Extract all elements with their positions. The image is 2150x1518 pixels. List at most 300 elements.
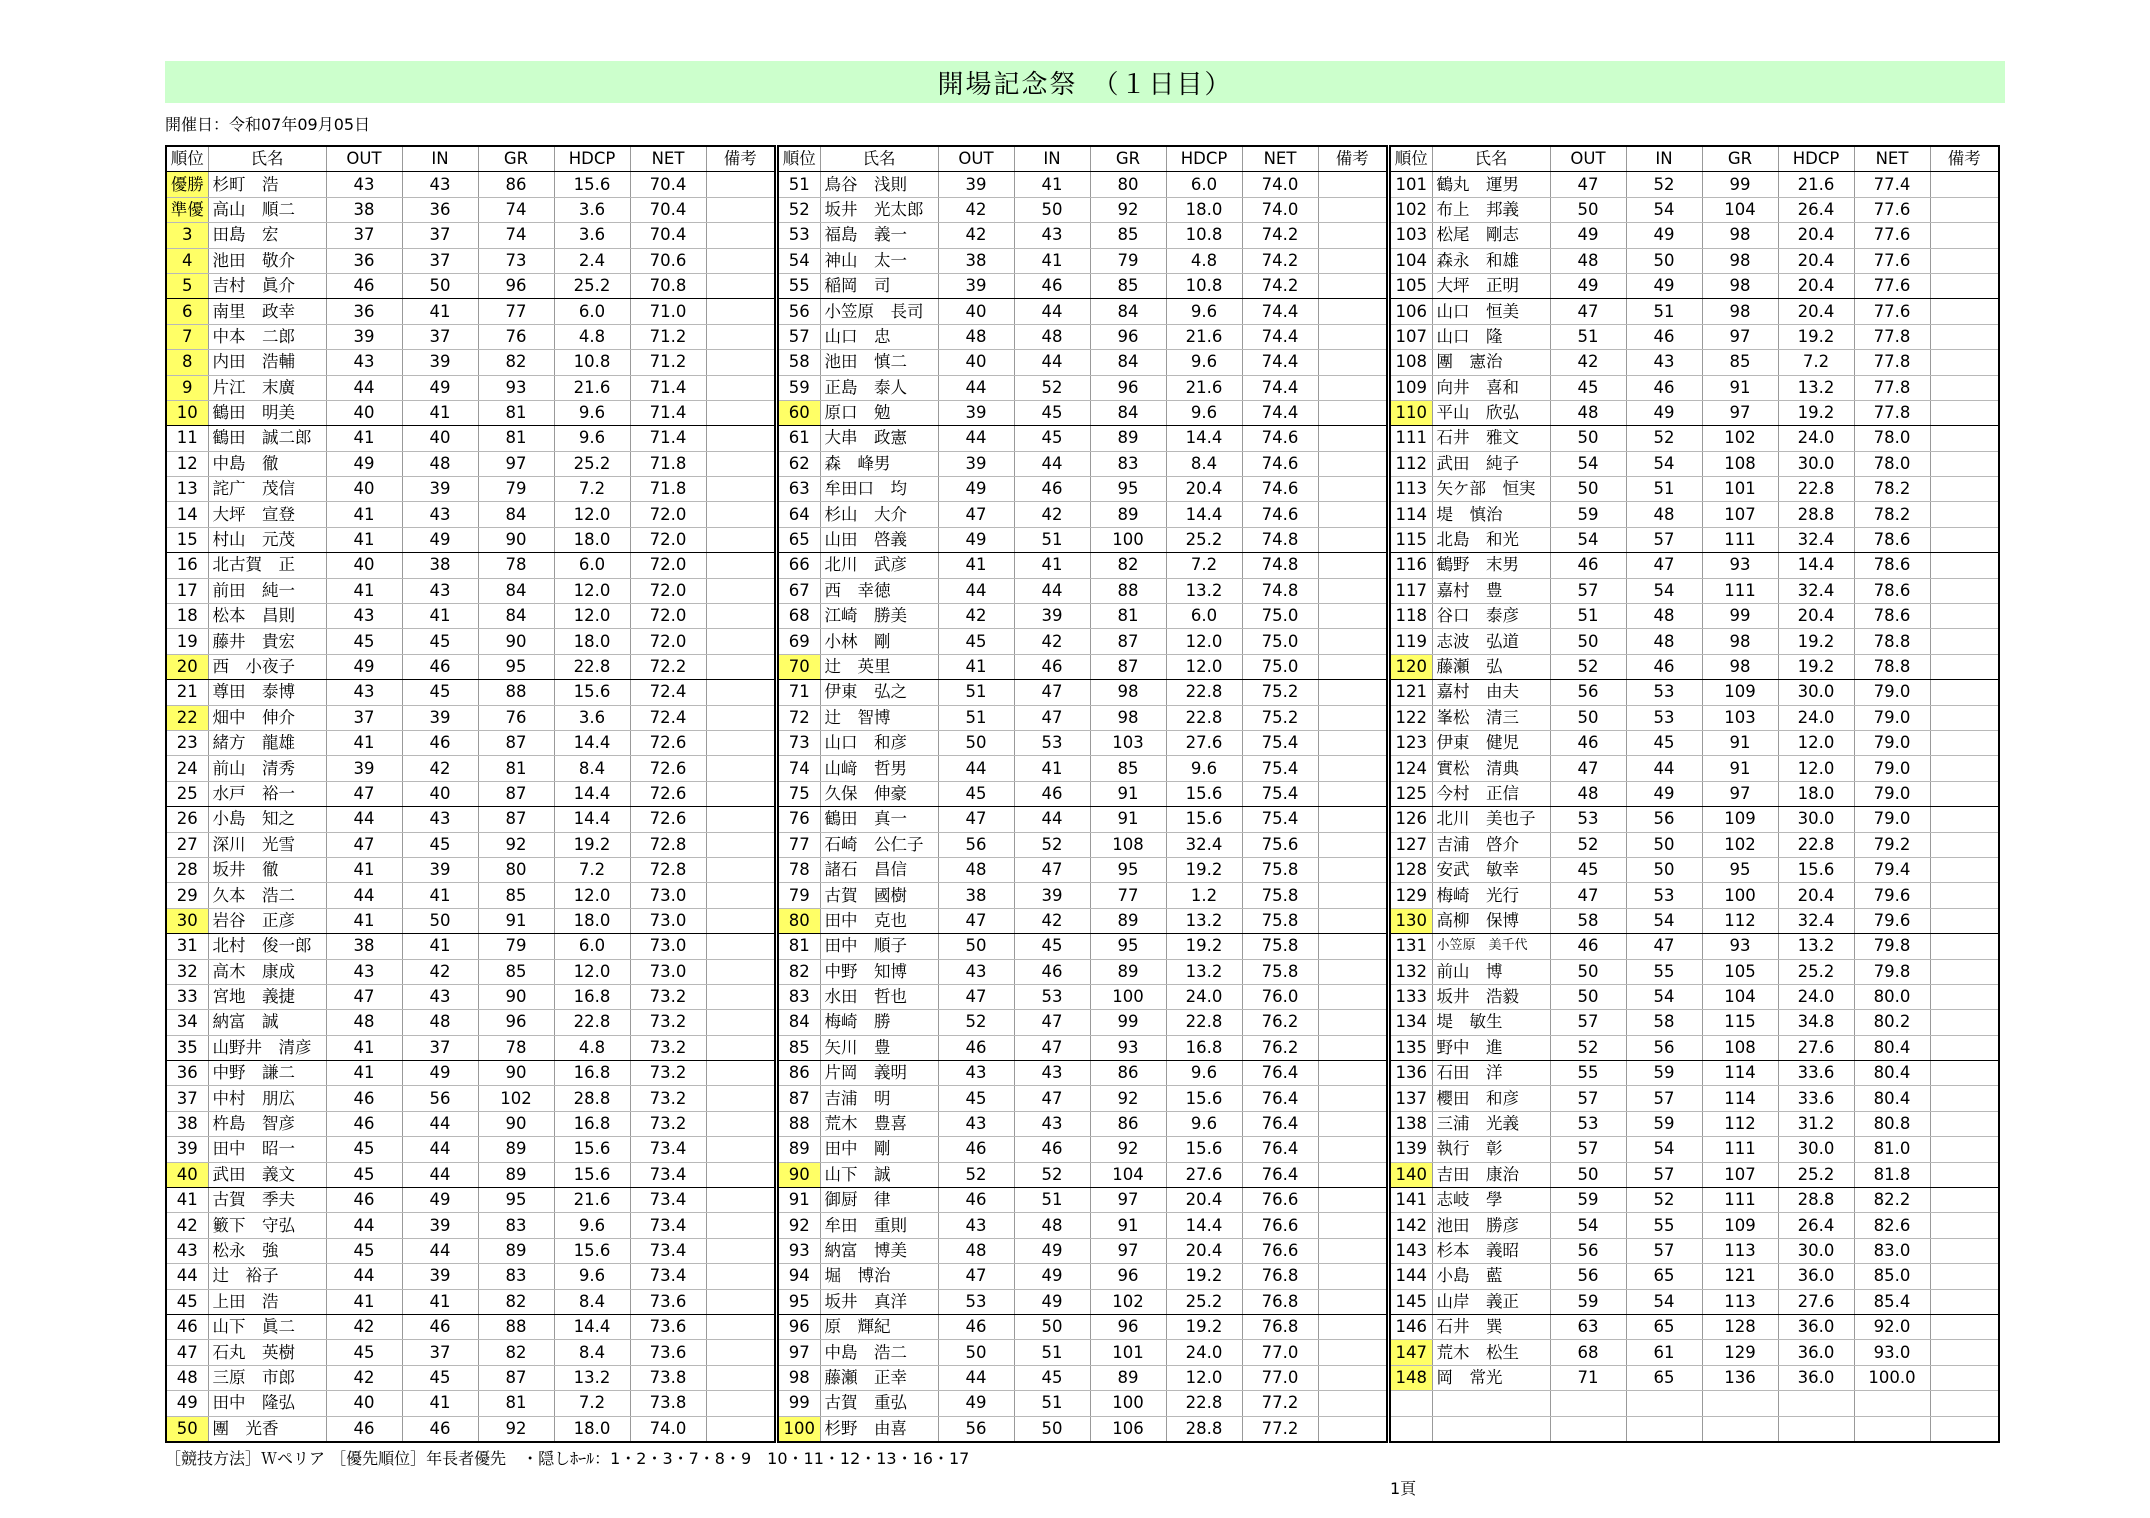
player-name-cell: 小笠原 美千代 [1432,934,1550,959]
score-cell: 92 [1090,1086,1166,1111]
score-cell: 45 [326,1238,402,1263]
score-cell: 7.2 [554,1391,630,1416]
score-cell: 102 [1702,832,1778,857]
player-name-cell: 武田 純子 [1432,451,1550,476]
score-cell: 74.4 [1242,299,1318,324]
score-cell: 41 [1014,172,1090,197]
player-name-cell: 堤 慎治 [1432,502,1550,527]
column-header: 備考 [1930,146,1999,172]
score-cell: 100 [1090,1391,1166,1416]
score-cell: 128 [1702,1314,1778,1339]
table-row [778,934,1387,959]
score-cell: 56 [1626,807,1702,832]
score-cell: 33.6 [1778,1061,1854,1086]
rank-cell: 135 [1390,1035,1432,1060]
player-name-cell: 高木 康成 [208,959,326,984]
rank-cell: 114 [1390,502,1432,527]
score-cell: 40 [326,400,402,425]
score-cell: 77 [1090,883,1166,908]
score-cell: 97 [1702,324,1778,349]
rank-cell: 87 [778,1086,820,1111]
rank-cell: 79 [778,883,820,908]
score-cell: 72.4 [630,680,706,705]
score-cell: 51 [1014,1188,1090,1213]
score-cell: 91 [1702,375,1778,400]
score-cell: 74.4 [1242,375,1318,400]
score-cell: 80 [1090,172,1166,197]
player-name-cell: 辻 智博 [820,705,938,730]
rank-cell: 27 [166,832,208,857]
score-cell: 43 [402,502,478,527]
score-cell: 14.4 [554,730,630,755]
score-cell [1318,1086,1387,1111]
score-cell: 32.4 [1778,527,1854,552]
score-cell: 8.4 [554,1340,630,1365]
player-name-cell: 北島 和光 [1432,527,1550,552]
score-cell [1930,908,1999,933]
score-cell: 102 [1702,426,1778,451]
player-name-cell [1432,1391,1550,1416]
score-cell: 9.6 [1166,299,1242,324]
table-row [1390,680,1999,705]
score-cell: 104 [1702,984,1778,1009]
score-cell: 91 [1702,756,1778,781]
score-cell [706,1314,775,1339]
column-header: 順位 [1390,146,1432,172]
score-cell: 20.4 [1778,299,1854,324]
table-row [166,578,775,603]
score-cell: 65 [1626,1314,1702,1339]
score-cell: 41 [326,426,402,451]
score-cell [706,350,775,375]
score-cell: 46 [1626,324,1702,349]
score-cell: 43 [326,172,402,197]
column-header: 順位 [166,146,208,172]
score-cell [706,502,775,527]
score-cell: 72.8 [630,857,706,882]
player-name-cell: 鳥谷 浅則 [820,172,938,197]
table-row [166,400,775,425]
score-cell: 78 [478,553,554,578]
rank-cell: 29 [166,883,208,908]
score-cell: 71.0 [630,299,706,324]
score-cell: 45 [402,832,478,857]
score-cell: 46 [1014,781,1090,806]
score-cell: 54 [1626,578,1702,603]
score-cell: 88 [478,1314,554,1339]
score-cell: 24.0 [1778,984,1854,1009]
score-cell [706,1061,775,1086]
page-number: 1頁 [1390,1479,1417,1498]
score-cell: 78.0 [1854,426,1930,451]
score-cell: 45 [1626,730,1702,755]
column-header: NET [1854,146,1930,172]
score-cell: 52 [1014,1162,1090,1187]
table-row [778,248,1387,273]
score-cell: 46 [938,1314,1014,1339]
rank-cell: 99 [778,1391,820,1416]
score-cell: 50 [1626,832,1702,857]
table-row [778,1289,1387,1314]
player-name-cell: 山口 隆 [1432,324,1550,349]
score-cell: 39 [1014,883,1090,908]
rank-cell: 20 [166,654,208,679]
score-cell: 6.0 [1166,172,1242,197]
score-cell: 38 [938,883,1014,908]
score-cell: 91 [1090,807,1166,832]
rank-cell [1390,1416,1432,1442]
score-cell [1318,629,1387,654]
score-cell: 37 [326,223,402,248]
score-cell [1318,502,1387,527]
score-cell: 25.2 [554,273,630,298]
score-cell: 12.0 [1166,629,1242,654]
score-cell: 39 [326,324,402,349]
score-cell: 40 [402,426,478,451]
rank-cell: 78 [778,857,820,882]
player-name-cell: 執行 彰 [1432,1137,1550,1162]
score-cell: 47 [938,908,1014,933]
table-row [778,781,1387,806]
score-cell: 41 [326,1061,402,1086]
score-cell [706,832,775,857]
score-cell: 14.4 [1166,426,1242,451]
score-cell [706,1010,775,1035]
score-cell: 13.2 [554,1365,630,1390]
score-cell: 12.0 [1166,1365,1242,1390]
score-cell: 46 [326,1188,402,1213]
score-cell [1930,273,1999,298]
score-cell: 89 [1090,1365,1166,1390]
score-cell: 73.6 [630,1340,706,1365]
player-name-cell: 杉山 大介 [820,502,938,527]
score-cell: 54 [1550,527,1626,552]
score-cell: 50 [1550,629,1626,654]
score-cell [1930,1416,1999,1442]
score-cell: 74.2 [1242,273,1318,298]
score-cell: 49 [1626,273,1702,298]
rank-cell: 62 [778,451,820,476]
rank-cell: 92 [778,1213,820,1238]
score-cell: 109 [1702,1213,1778,1238]
table-row [778,172,1387,197]
score-cell: 50 [1626,248,1702,273]
rank-cell: 138 [1390,1111,1432,1136]
player-name-cell: 鶴田 明美 [208,400,326,425]
score-cell: 48 [1626,604,1702,629]
score-cell: 93.0 [1854,1340,1930,1365]
rank-cell: 145 [1390,1289,1432,1314]
score-cell: 15.6 [1166,781,1242,806]
score-cell [1930,756,1999,781]
score-cell [1930,1314,1999,1339]
score-cell: 56 [938,832,1014,857]
score-cell: 47 [1014,680,1090,705]
score-cell [1930,1162,1999,1187]
score-cell: 12.0 [554,959,630,984]
player-name-cell: 鶴田 誠二郎 [208,426,326,451]
column-header: HDCP [1166,146,1242,172]
score-cell: 46 [1014,273,1090,298]
score-cell: 40 [326,477,402,502]
table-row [778,1086,1387,1111]
score-cell [1854,1391,1930,1416]
score-cell: 65 [1626,1365,1702,1390]
score-cell: 48 [1550,781,1626,806]
score-cell: 36 [402,197,478,222]
score-cell: 72.6 [630,756,706,781]
score-cell: 93 [478,375,554,400]
score-cell: 80.4 [1854,1086,1930,1111]
score-cell: 9.6 [554,1213,630,1238]
score-cell [1318,680,1387,705]
rank-cell: 134 [1390,1010,1432,1035]
score-cell: 73.6 [630,1289,706,1314]
player-name-cell: 荒木 松生 [1432,1340,1550,1365]
rank-cell: 127 [1390,832,1432,857]
score-cell: 73.4 [630,1137,706,1162]
footer-note: ［競技方法］Ｗペリア ［優先順位］年長者優先 ・隠しﾎｰﾙ：1・2・3・7・8・9 10・11・12・13・16・17 [165,1449,970,1468]
score-cell: 54 [1550,451,1626,476]
score-cell [1930,1340,1999,1365]
score-cell: 72.6 [630,730,706,755]
score-cell [706,1035,775,1060]
rank-cell: 106 [1390,299,1432,324]
score-cell: 54 [1626,908,1702,933]
score-cell: 47 [938,1264,1014,1289]
score-cell: 129 [1702,1340,1778,1365]
rank-cell: 39 [166,1137,208,1162]
score-cell: 76 [478,705,554,730]
player-name-cell: 石井 巽 [1432,1314,1550,1339]
score-cell: 77.6 [1854,248,1930,273]
score-cell: 40 [938,350,1014,375]
rank-cell: 15 [166,527,208,552]
score-cell: 71.4 [630,400,706,425]
score-cell: 26.4 [1778,1213,1854,1238]
player-name-cell: 西 小夜子 [208,654,326,679]
score-cell: 78.8 [1854,654,1930,679]
score-cell: 44 [1014,578,1090,603]
score-cell [706,857,775,882]
score-cell [1930,832,1999,857]
score-cell: 24.0 [1166,984,1242,1009]
score-cell: 27.6 [1166,1162,1242,1187]
score-cell: 47 [938,984,1014,1009]
player-name-cell: 原 輝紀 [820,1314,938,1339]
score-cell: 47 [1014,1010,1090,1035]
score-cell: 78.6 [1854,553,1930,578]
score-cell: 48 [326,1010,402,1035]
score-cell: 20.4 [1778,248,1854,273]
table-row [778,223,1387,248]
score-cell: 100 [1702,883,1778,908]
score-cell [1930,883,1999,908]
player-name-cell: 杉野 由喜 [820,1416,938,1442]
score-cell: 41 [1014,756,1090,781]
player-name-cell: 堤 敏生 [1432,1010,1550,1035]
table-row [166,1086,775,1111]
score-cell: 57 [1550,1010,1626,1035]
score-cell: 20.4 [1778,273,1854,298]
score-cell: 27.6 [1778,1289,1854,1314]
table-row [1390,502,1999,527]
score-cell: 13.2 [1778,375,1854,400]
table-row [778,832,1387,857]
score-cell: 75.0 [1242,604,1318,629]
score-cell: 41 [402,400,478,425]
score-cell: 76.2 [1242,1010,1318,1035]
score-cell: 19.2 [554,832,630,857]
rank-cell: 115 [1390,527,1432,552]
score-cell: 48 [1014,1213,1090,1238]
score-cell: 53 [1014,730,1090,755]
score-cell: 113 [1702,1289,1778,1314]
score-cell: 53 [1550,807,1626,832]
score-cell: 87 [1090,629,1166,654]
score-cell: 21.6 [554,375,630,400]
score-cell: 50 [1014,1416,1090,1442]
score-cell: 74.2 [1242,248,1318,273]
player-name-cell: 團 憲治 [1432,350,1550,375]
rank-cell: 76 [778,807,820,832]
score-cell: 13.2 [1166,578,1242,603]
page-title: 開場記念祭 （１日目） [165,61,2005,103]
rank-cell: 131 [1390,934,1432,959]
score-cell: 22.8 [1778,832,1854,857]
score-cell: 45 [1014,400,1090,425]
score-cell [1318,756,1387,781]
table-row [778,908,1387,933]
score-cell: 73.0 [630,934,706,959]
table-row [1390,1365,1999,1390]
score-cell: 48 [938,857,1014,882]
score-cell [1550,1416,1626,1442]
score-cell: 73.2 [630,1035,706,1060]
rank-cell: 122 [1390,705,1432,730]
score-cell: 78.0 [1854,451,1930,476]
score-cell: 13.2 [1166,908,1242,933]
score-cell: 77.6 [1854,273,1930,298]
rank-cell: 110 [1390,400,1432,425]
table-row [778,1188,1387,1213]
score-cell: 96 [1090,375,1166,400]
score-cell: 57 [1550,1137,1626,1162]
score-cell: 44 [402,1111,478,1136]
score-cell: 80.4 [1854,1035,1930,1060]
score-cell: 49 [938,477,1014,502]
score-cell: 71.4 [630,375,706,400]
score-cell: 39 [402,1264,478,1289]
score-cell: 92.0 [1854,1314,1930,1339]
score-cell: 20.4 [1778,604,1854,629]
score-cell: 81.8 [1854,1162,1930,1187]
player-name-cell: 山口 和彦 [820,730,938,755]
score-cell: 51 [1626,477,1702,502]
score-cell: 38 [326,934,402,959]
score-cell: 73.4 [630,1238,706,1263]
score-cell: 47 [1550,172,1626,197]
table-row [1390,1264,1999,1289]
table-row [1390,1238,1999,1263]
player-name-cell: 上田 浩 [208,1289,326,1314]
score-cell [1702,1416,1778,1442]
player-name-cell: 水戸 裕一 [208,781,326,806]
table-row [166,1365,775,1390]
score-cell: 37 [402,1035,478,1060]
table-row [166,629,775,654]
score-cell: 74.6 [1242,426,1318,451]
score-cell: 45 [1014,934,1090,959]
rank-cell: 88 [778,1111,820,1136]
score-cell: 18.0 [1778,781,1854,806]
score-cell: 79 [1090,248,1166,273]
score-cell: 47 [1626,553,1702,578]
player-name-cell: 納富 誠 [208,1010,326,1035]
score-cell: 85 [1090,273,1166,298]
score-cell: 80.4 [1854,1061,1930,1086]
score-cell: 90 [478,984,554,1009]
score-cell: 36 [326,248,402,273]
score-cell [1930,1111,1999,1136]
score-cell: 73.0 [630,908,706,933]
score-cell: 3.6 [554,197,630,222]
score-cell: 74.8 [1242,578,1318,603]
score-cell [706,1289,775,1314]
table-row [166,1391,775,1416]
score-cell [1778,1391,1854,1416]
player-name-cell: 伊東 健児 [1432,730,1550,755]
player-name-cell: 坂井 真洋 [820,1289,938,1314]
score-cell: 41 [402,883,478,908]
score-cell: 106 [1090,1416,1166,1442]
score-cell: 103 [1702,705,1778,730]
score-cell: 49 [1014,1289,1090,1314]
score-cell: 37 [402,324,478,349]
table-row [166,1162,775,1187]
rank-cell: 137 [1390,1086,1432,1111]
score-cell: 79.6 [1854,883,1930,908]
score-cell [1318,1213,1387,1238]
score-cell: 13.2 [1166,959,1242,984]
score-cell: 39 [402,477,478,502]
score-cell: 80.8 [1854,1111,1930,1136]
player-name-cell: 岡 常光 [1432,1365,1550,1390]
rank-cell: 57 [778,324,820,349]
score-cell: 45 [326,1162,402,1187]
score-cell: 48 [938,1238,1014,1263]
table-row [1390,832,1999,857]
score-cell: 52 [1550,832,1626,857]
score-cell: 111 [1702,1188,1778,1213]
score-cell: 81 [478,756,554,781]
score-cell: 46 [402,1314,478,1339]
score-cell [1778,1416,1854,1442]
score-cell: 47 [938,807,1014,832]
table-row [166,1188,775,1213]
score-cell: 85 [1702,350,1778,375]
score-cell: 45 [326,1340,402,1365]
player-name-cell: 山口 忠 [820,324,938,349]
score-cell: 72.0 [630,578,706,603]
score-cell: 49 [326,654,402,679]
score-cell: 49 [1014,1238,1090,1263]
rank-cell: 140 [1390,1162,1432,1187]
table-row [1390,959,1999,984]
score-cell: 74.6 [1242,451,1318,476]
score-cell [1930,680,1999,705]
rank-cell: 42 [166,1213,208,1238]
